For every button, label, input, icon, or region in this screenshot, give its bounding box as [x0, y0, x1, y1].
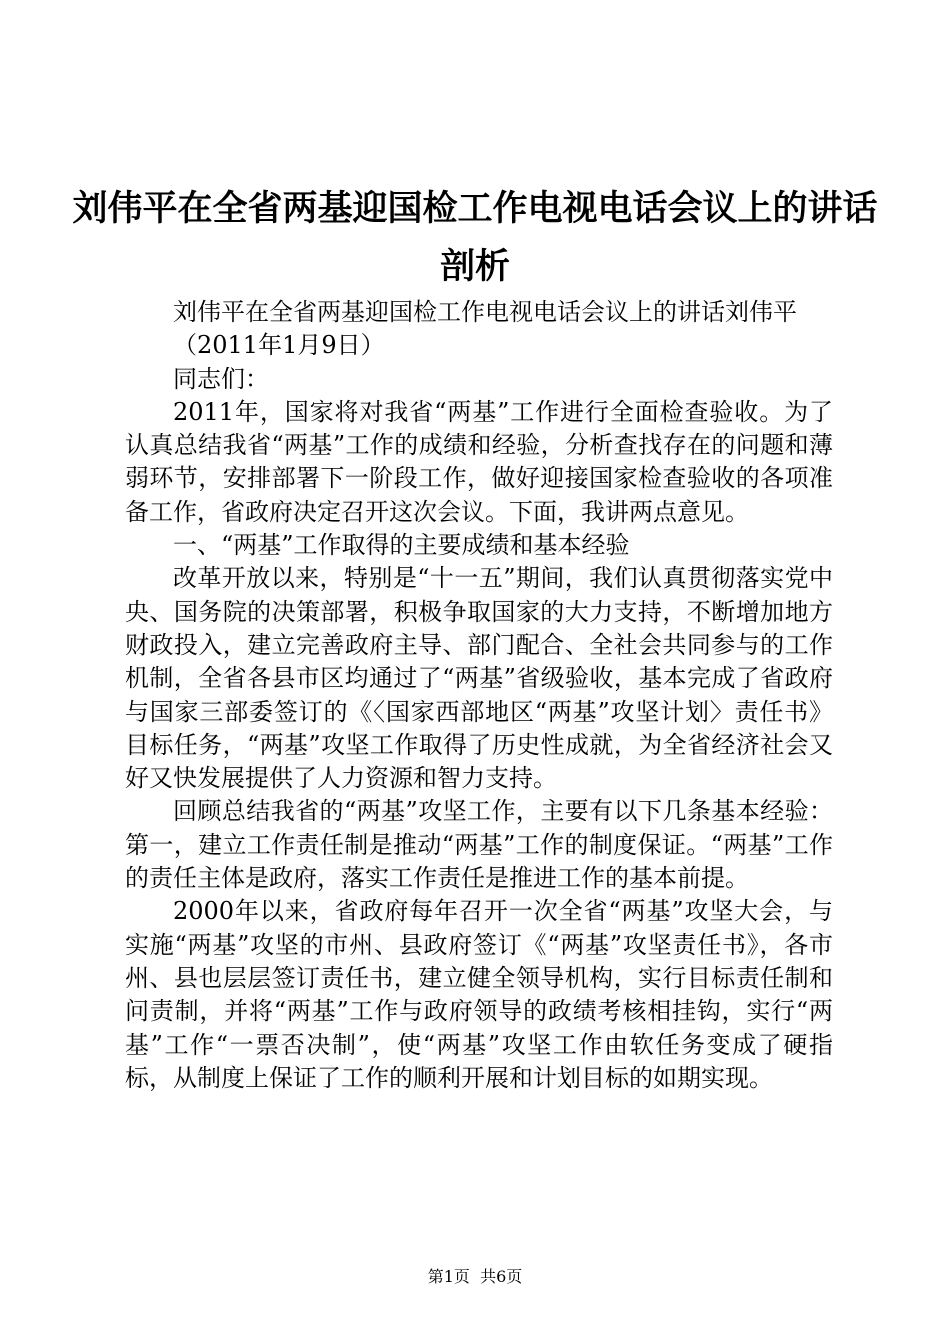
- document-body: [125, 296, 833, 1095]
- paragraph-salutation: 同志们：: [173, 364, 269, 393]
- paragraph-achievements: 改革开放以来，特别是“十一五”期间，我们认真贯彻落实党中央、国务院的决策部署，积极争取国家的大力支持，不断增加地方财政投入，建立完善政府主导、部门配合、全社会共同参与的工作机制，全省各县市区均通过了“两基”省级验收，基本完成了省政府与国家三部委签订的《〈国家西部地区“两基”攻坚计划〉责任书》目标任务，“两基”攻坚工作取得了历史性成就，为全省经济社会又好又快发展提供了人力资源和智力支持。: [125, 564, 833, 793]
- paragraph-responsibility: 2000年以来，省政府每年召开一次全省“两基”攻坚大会，与实施“两基”攻坚的市州、县政府签订《“两基”攻坚责任书》，各市州、县也层层签订责任书，建立健全领导机构，实行目标责任制和问责制，并将“两基”工作与政府领导的政绩考核相挂钩，实行“两基”工作“一票否决制”，使“两基”攻坚工作由软任务变成了硬指标，从制度上保证了工作的顺利开展和计划目标的如期实现。: [125, 897, 833, 1092]
- document-title: 刘伟平在全省两基迎国检工作电视电话会议上的讲话剖析: [72, 188, 878, 287]
- page-number-current: 第1页: [427, 1267, 470, 1286]
- page-footer: [0, 1266, 950, 1288]
- paragraph-date: （2011年1月9日）: [173, 331, 385, 360]
- page-number-total: 共6页: [480, 1267, 523, 1286]
- section-heading-1: 一、“两基”工作取得的主要成绩和基本经验: [173, 531, 630, 560]
- paragraph-experience: 回顾总结我省的“两基”攻坚工作，主要有以下几条基本经验：第一，建立工作责任制是推动“两基”工作的制度保证。“两基”工作的责任主体是政府，落实工作责任是推进工作的基本前提。: [125, 797, 833, 893]
- paragraph-introduction: 2011年，国家将对我省“两基”工作进行全面检查验收。为了认真总结我省“两基”工作的成绩和经验，分析查找存在的问题和薄弱环节，安排部署下一阶段工作，做好迎接国家检查验收的各项准备工作，省政府决定召开这次会议。下面，我讲两点意见。: [125, 397, 833, 526]
- paragraph-subtitle-line: 刘伟平在全省两基迎国检工作电视电话会议上的讲话刘伟平: [173, 298, 797, 326]
